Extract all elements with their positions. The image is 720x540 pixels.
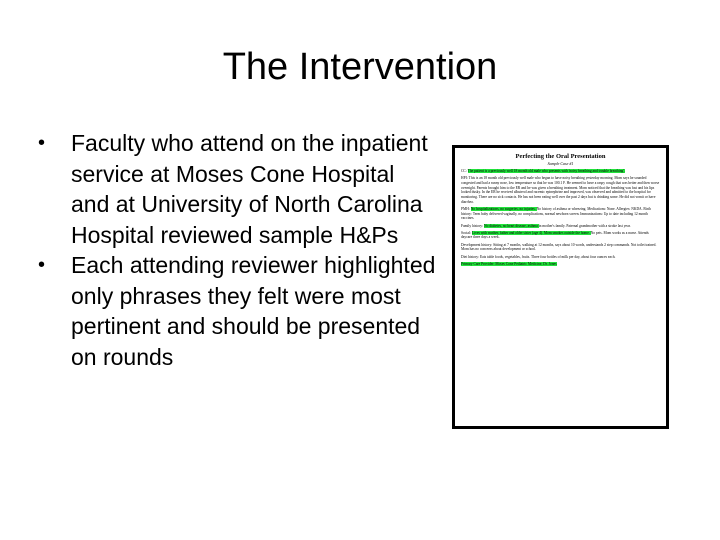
bullet-dot-icon: • xyxy=(38,132,46,154)
highlighted-phrase: Primary Care Provider: Moses Cone Pediatric Medicine, Dr. Jones xyxy=(461,261,557,266)
document-section xyxy=(461,243,660,252)
document-section xyxy=(461,255,660,260)
document-title: Perfecting the Oral Presentation xyxy=(515,153,606,160)
document-section xyxy=(461,207,660,221)
section-lead: CC: xyxy=(461,169,468,173)
bullet-dot-icon: • xyxy=(38,254,46,276)
highlighted-phrase: Lives with mother, father and older sister (age 4). Mom smokes outside the home. xyxy=(471,230,591,235)
section-text: Eats table foods, vegetables, fruits. Three four bottles of milk per day, about four ounces each. xyxy=(479,254,616,259)
bullet-text: Faculty who attend on the inpatient service at Moses Cone Hospital and at University of North Carolina Hospital reviewed sample H&Ps xyxy=(71,130,428,248)
document-subtitle: Sample Case #1 xyxy=(547,161,574,166)
section-lead: Social: xyxy=(461,230,472,235)
section-text: No pets. Mom works as a nurse. Attends daycare three days a week. xyxy=(461,230,649,240)
document-section xyxy=(461,262,660,267)
section-lead: PMH: xyxy=(461,206,471,211)
slide-title: The Intervention xyxy=(222,46,498,88)
bullet-list xyxy=(36,128,436,372)
highlighted-phrase: The patient is a previously well 18 month old male who presents with 'noisy breathing and trouble breathing'. xyxy=(467,169,625,173)
bullet-item xyxy=(36,128,436,250)
highlighted-phrase: No diabetes, no heart disease, asthma xyxy=(483,223,539,228)
document-section xyxy=(461,231,660,240)
document-section xyxy=(461,224,660,229)
highlighted-phrase: No hospitalizations, no surgeries, no injuries. xyxy=(470,206,537,211)
document-section xyxy=(461,176,660,204)
section-lead: HPI: xyxy=(461,176,469,181)
section-text: Sitting at 7 months, walking at 12 months, says about 10 words, understands 2 step commands. Not toilet trained. Mom has no concerns about development or school. xyxy=(461,242,657,252)
section-text: This is an 18 month old previously well male who began to have noisy breathing yesterday morning. Mom says he sounded congested and had a runny nose, low temperature so that he was 100.1 F. He seemed to have a raspy cough that was better and then worse overnight. Parents brought him to the ER and he was given a breathing treatment. Mom noticed that the breathing was fast and his lips looked dusky. In the ER he received albuterol and racemic epinephrine and improved, was observed and admitted to the hospital for monitoring. There are no sick contacts. He has not been eating well over the past 2 days but is drinking some. He did not vomit or have diarrhea. xyxy=(461,176,660,204)
sample-document-image xyxy=(452,145,669,429)
document-sections xyxy=(461,169,660,266)
section-lead: Family history: xyxy=(461,223,484,228)
section-lead: Development history: xyxy=(461,242,494,247)
document-section xyxy=(461,169,660,174)
section-lead: Diet history: xyxy=(461,254,480,259)
bullet-item xyxy=(36,250,436,372)
section-text: in mother's family. Paternal grandmother with a stroke last year. xyxy=(538,223,631,228)
section-text: No history of asthma or wheezing. Medications: None. Allergies: NKDA. Birth history: Term baby delivered vaginally, no complications, normal newborn screen. Immunizations: Up to date including 12 month vaccines. xyxy=(461,206,651,221)
bullet-text: Each attending reviewer highlighted only phrases they felt were most pertinent and should be presented on rounds xyxy=(71,252,436,370)
